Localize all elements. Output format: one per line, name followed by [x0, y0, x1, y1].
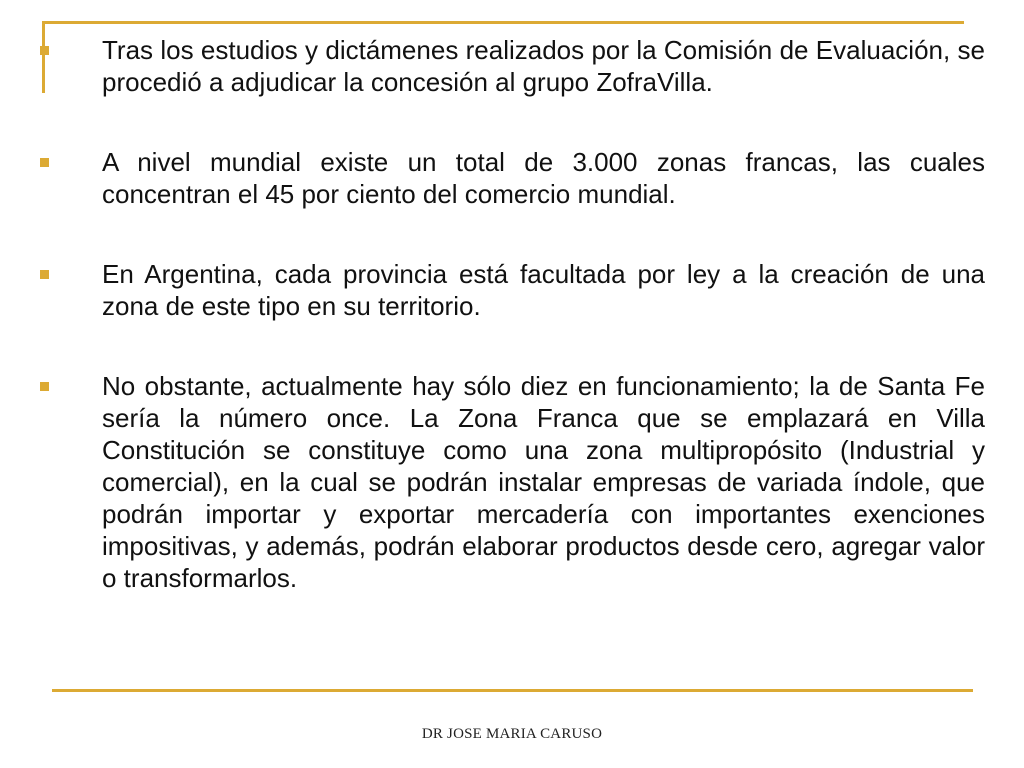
bullet-item-4 [0, 370, 1024, 594]
bullet-text-3: En Argentina, cada provincia está facultada por ley a la creación de una zona de este tipo en su territorio. [102, 259, 985, 321]
top-divider [42, 21, 964, 24]
bullet-item-1 [0, 34, 1024, 98]
bullet-text-4: No obstante, actualmente hay sólo diez en funcionamiento; la de Santa Fe sería la número once. La Zona Franca que se emplazará en Villa Constitución se constituye como una zona multipropósito (Industrial y comercial), en la cual se podrán instalar empresas de variada índole, que podrán importar y exportar mercadería con importantes exenciones impositivas, y además, podrán elaborar productos desde cero, agregar valor o transformarlos. [102, 371, 985, 593]
square-bullet-icon [40, 158, 49, 167]
footer-author: DR JOSE MARIA CARUSO [421, 726, 603, 742]
bottom-divider [52, 689, 973, 692]
bullet-item-2 [0, 146, 1024, 210]
square-bullet-icon [40, 46, 49, 55]
bullet-text-1: Tras los estudios y dictámenes realizados por la Comisión de Evaluación, se procedió a adjudicar la concesión al grupo ZofraVilla. [102, 35, 985, 97]
square-bullet-icon [40, 270, 49, 279]
bullet-list [0, 34, 1024, 642]
square-bullet-icon [40, 382, 49, 391]
bullet-item-3 [0, 258, 1024, 322]
bullet-text-2: A nivel mundial existe un total de 3.000 zonas francas, las cuales concentran el 45 por ciento del comercio mundial. [102, 147, 985, 209]
